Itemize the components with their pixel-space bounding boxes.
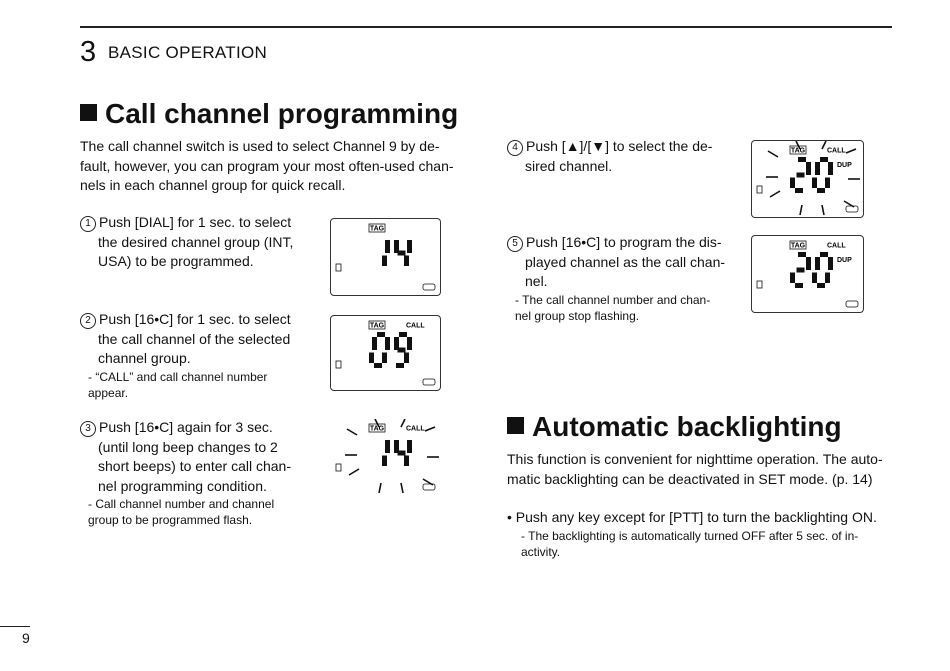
lcd-segment — [385, 440, 390, 453]
lcd-tag-label: TAG — [369, 425, 385, 433]
lcd-battery-icon — [846, 301, 858, 307]
lcd-segment — [817, 283, 825, 288]
lcd-battery-icon — [846, 206, 858, 212]
lcd-segment — [820, 157, 828, 162]
lcd-segment — [820, 252, 828, 257]
lcd-battery-icon — [423, 484, 435, 490]
lcd-flash-mark — [347, 429, 357, 435]
step-4: 4 Push [▲]/[▼] to select the de- sired channel. — [507, 137, 727, 176]
lcd-battery-icon — [423, 284, 435, 290]
step-5-note: - The call channel number and chan- nel group stop flashing. — [515, 292, 711, 323]
lcd-segment — [825, 273, 830, 284]
lcd-segment — [798, 157, 806, 162]
section2-intro: This function is convenient for nighttime operation. The auto- matic backlighting can be deactivated in SET mode. (p. 14) — [507, 451, 883, 487]
lcd-tag-label: TAG — [369, 322, 385, 330]
page-number: 9 — [22, 630, 30, 646]
lcd-battery-icon — [423, 379, 435, 385]
lcd-segment — [398, 251, 406, 256]
lcd-segment — [377, 332, 385, 337]
step-2: 2 Push [16•C] for 1 sec. to select the call channel of the selected channel group. - “CALL” and call channel number appear. — [80, 310, 301, 401]
lcd-flash-mark — [800, 205, 802, 215]
step-3: 3 Push [16•C] again for 3 sec. (until long beep changes to 2 short beeps) to enter call chan- nel programming condition. - Call channel number and channel group to be programmed flash. — [80, 418, 301, 528]
lcd-group-indicator — [336, 361, 341, 368]
section-heading-backlighting: Automatic backlighting — [507, 411, 842, 443]
lcd-segment — [398, 348, 406, 353]
lcd-segment — [815, 162, 820, 175]
lcd-segment — [815, 257, 820, 270]
lcd-display-2 — [330, 315, 441, 391]
lcd-segment — [797, 173, 805, 178]
lcd-segment — [372, 337, 377, 350]
lcd-segment — [797, 268, 805, 273]
lcd-segment — [795, 283, 803, 288]
step-1: 1 Push [DIAL] for 1 sec. to select the desired channel group (INT, USA) to be programmed. — [80, 213, 301, 272]
step-3-note: - Call channel number and channel group to be programmed flash. — [88, 497, 275, 527]
lcd-flash-mark — [768, 151, 778, 157]
step-number-1: 1 — [80, 216, 96, 232]
lcd-segment — [790, 178, 795, 189]
lcd-segment — [407, 440, 412, 453]
lcd-flash-mark — [349, 469, 359, 475]
chapter-title: BASIC OPERATION — [108, 43, 268, 62]
lcd-segment — [369, 353, 374, 364]
lcd-segment — [399, 332, 407, 337]
lcd-flash-mark — [401, 419, 405, 427]
lcd-tag-label: TAG — [790, 147, 806, 155]
lcd-call-label: CALL — [406, 322, 425, 330]
lcd-group-indicator — [757, 281, 762, 288]
lcd-segment — [817, 188, 825, 193]
lcd-flash-mark — [401, 483, 403, 493]
lcd-graphic — [331, 316, 440, 390]
lcd-display-1 — [330, 218, 441, 296]
step-5: 5 Push [16•C] to program the dis- played channel as the call chan- nel. - The call channel number and chan- nel group stop flashing. — [507, 233, 727, 324]
lcd-segment — [385, 337, 390, 350]
backlight-note: - The backlighting is automatically turned OFF after 5 sec. of in- activity. — [521, 528, 859, 559]
lcd-segment — [795, 188, 803, 193]
step-number-2: 2 — [80, 313, 96, 329]
lcd-call-label: CALL — [827, 242, 846, 250]
lcd-tag-label: TAG — [790, 242, 806, 250]
lcd-segment — [385, 240, 390, 253]
lcd-segment — [798, 252, 806, 257]
lcd-display-5 — [751, 235, 864, 313]
header-rule — [80, 26, 892, 28]
lcd-segment — [382, 353, 387, 364]
lcd-segment — [404, 353, 409, 364]
lcd-dup-label: DUP — [837, 257, 852, 264]
step-2-note: - “CALL” and call channel number appear. — [88, 369, 268, 400]
lcd-segment — [828, 162, 833, 175]
lcd-segment — [404, 256, 409, 267]
lcd-segment — [398, 451, 406, 456]
chapter-number: 3 — [80, 36, 97, 68]
section1-intro: The call channel switch is used to select Channel 9 by de- fault, however, you can program your most often-used chan- nels in each channel group for quick recall. — [80, 138, 454, 193]
lcd-segment — [790, 273, 795, 284]
lcd-display-4 — [751, 140, 864, 218]
step-number-5: 5 — [507, 236, 523, 252]
backlight-bullet: • Push any key except for [PTT] to turn the backlighting ON. - The backlighting is automatically turned OFF after 5 sec. of in- activity. — [507, 508, 892, 560]
lcd-graphic — [331, 219, 440, 295]
lcd-segment — [396, 363, 404, 368]
lcd-segment — [382, 456, 387, 467]
lcd-graphic — [331, 419, 440, 495]
footer-rule — [0, 626, 30, 627]
lcd-tag-label: TAG — [369, 225, 385, 233]
lcd-group-indicator — [336, 264, 341, 271]
lcd-segment — [828, 257, 833, 270]
lcd-flash-mark — [822, 141, 826, 149]
lcd-segment — [407, 240, 412, 253]
square-bullet-icon — [507, 417, 524, 434]
lcd-display-3 — [330, 418, 441, 496]
step-number-3: 3 — [80, 421, 96, 437]
lcd-segment — [806, 257, 811, 270]
lcd-segment — [374, 363, 382, 368]
lcd-flash-mark — [846, 149, 856, 153]
lcd-segment — [382, 256, 387, 267]
lcd-segment — [812, 178, 817, 189]
lcd-call-label: CALL — [827, 147, 846, 155]
lcd-segment — [825, 178, 830, 189]
lcd-dup-label: DUP — [837, 162, 852, 169]
lcd-segment — [806, 162, 811, 175]
lcd-graphic — [752, 141, 863, 217]
square-bullet-icon — [80, 104, 97, 121]
lcd-flash-mark — [822, 205, 824, 215]
lcd-call-label: CALL — [406, 425, 425, 433]
lcd-flash-mark — [425, 427, 435, 431]
lcd-segment — [407, 337, 412, 350]
lcd-flash-mark — [770, 191, 780, 197]
section-heading-call-channel: Call channel programming — [80, 98, 458, 130]
step-number-4: 4 — [507, 140, 523, 156]
lcd-group-indicator — [757, 186, 762, 193]
lcd-segment — [812, 273, 817, 284]
lcd-flash-mark — [379, 483, 381, 493]
lcd-segment — [404, 456, 409, 467]
lcd-group-indicator — [336, 464, 341, 471]
lcd-graphic — [752, 236, 863, 312]
